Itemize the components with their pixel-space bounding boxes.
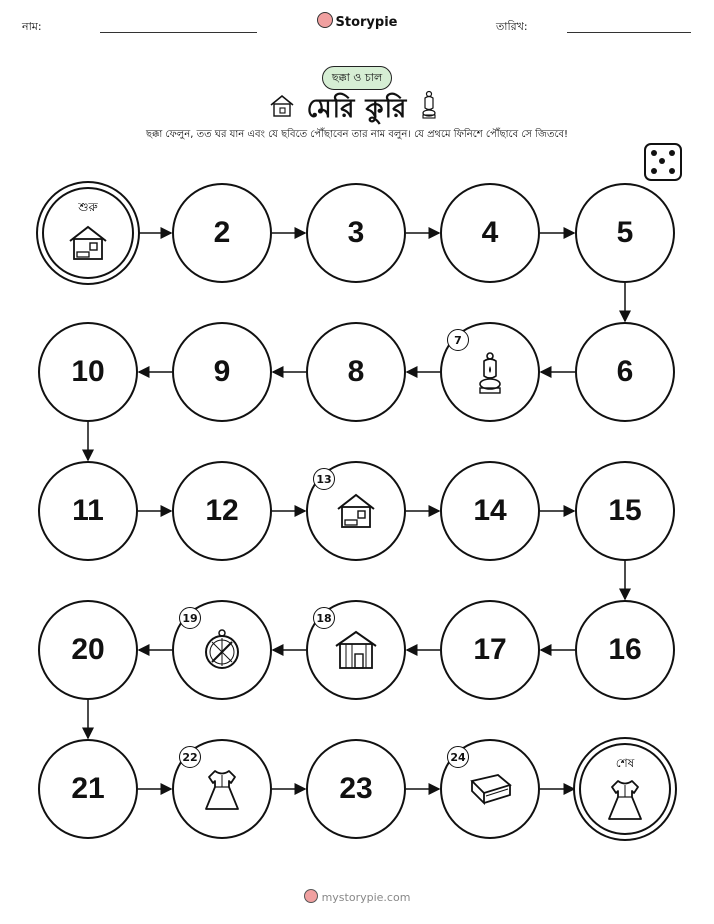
board-space xyxy=(575,600,675,700)
space-number: 11 xyxy=(72,494,104,527)
space-number: 16 xyxy=(608,633,642,666)
start-space xyxy=(42,187,134,279)
game-type-pill: ছক্কা ও চাল xyxy=(322,66,392,90)
space-number-badge: 24 xyxy=(447,746,469,768)
space-number: 12 xyxy=(205,494,239,527)
space-number: 23 xyxy=(339,772,373,805)
book-icon xyxy=(466,765,514,813)
footer-bear-icon xyxy=(304,889,318,903)
board-space xyxy=(440,183,540,283)
space-number: 5 xyxy=(616,216,634,249)
board-space xyxy=(575,183,675,283)
space-number-badge: 22 xyxy=(179,746,201,768)
space-number: 8 xyxy=(347,355,365,388)
house-icon xyxy=(332,487,380,535)
space-number: 21 xyxy=(71,772,105,805)
space-number: 17 xyxy=(473,633,507,666)
end-space xyxy=(579,743,671,835)
board-space xyxy=(172,183,272,283)
instructions: ছক্কা ফেলুন, তত ঘর যান এবং যে ছবিতে পৌঁছাবেন তার নাম বলুন। যে প্রথমে ফিনিশে পৌঁছাবে সে জিতবে! xyxy=(145,129,569,140)
space-number: 10 xyxy=(71,355,105,388)
dress-icon xyxy=(601,775,649,823)
space-number-badge: 13 xyxy=(313,468,335,490)
space-number: 2 xyxy=(213,216,231,249)
name-label: নাম: xyxy=(22,20,42,33)
board-space xyxy=(306,183,406,283)
footer xyxy=(0,889,714,904)
space-number: 15 xyxy=(608,494,642,527)
end-label: শেষ xyxy=(615,756,635,770)
space-number: 6 xyxy=(616,355,634,388)
space-number: 20 xyxy=(71,633,105,666)
space-number-badge: 7 xyxy=(447,329,469,351)
board-space xyxy=(172,322,272,422)
brand-name: Storypie xyxy=(335,15,398,30)
board-space xyxy=(306,322,406,422)
board-space xyxy=(440,461,540,561)
footer-site: mystorypie.com xyxy=(321,891,411,904)
space-number-badge: 18 xyxy=(313,607,335,629)
house-icon xyxy=(64,219,112,267)
compass-icon xyxy=(198,626,246,674)
oil-lamp-icon xyxy=(466,348,514,396)
space-number: 4 xyxy=(481,216,499,249)
page-title: মেরি কুরি xyxy=(306,94,408,124)
board-space xyxy=(306,739,406,839)
start-label: শুরু xyxy=(78,200,98,214)
board-space xyxy=(38,461,138,561)
board-space xyxy=(38,739,138,839)
space-number-badge: 19 xyxy=(179,607,201,629)
board-space xyxy=(575,461,675,561)
space-number: 9 xyxy=(213,355,231,388)
board-space xyxy=(172,461,272,561)
space-number: 14 xyxy=(473,494,507,527)
dress-icon xyxy=(198,765,246,813)
space-number: 3 xyxy=(347,216,365,249)
board-space xyxy=(38,600,138,700)
board-space xyxy=(38,322,138,422)
shed-icon xyxy=(332,626,380,674)
date-label: তারিখ: xyxy=(496,20,528,33)
board-space xyxy=(575,322,675,422)
board-space xyxy=(440,600,540,700)
